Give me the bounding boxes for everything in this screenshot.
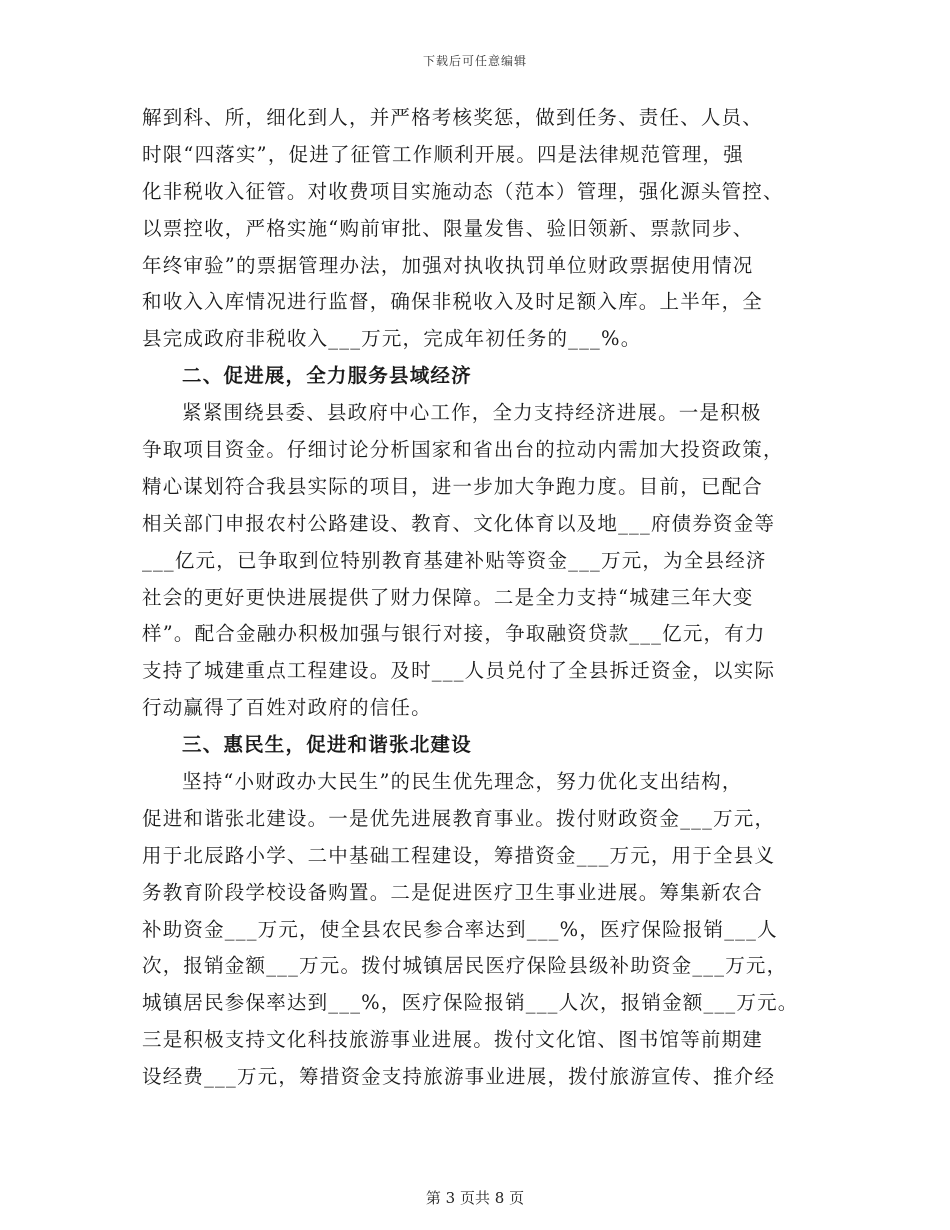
- page-footer: 第 3 页共 8 页: [425, 1189, 525, 1207]
- text-line: 紧紧围绕县委、县政府中心工作，全力支持经济进展。一是积极: [182, 401, 762, 425]
- text-line: 次，报销金额___万元。拨付城镇居民医疗保险县级补助资金___万元，: [142, 954, 788, 978]
- text-line: 补助资金___万元，使全县农民参合率达到___%，医疗保险报销___人: [142, 917, 778, 941]
- text-line: 坚持“小财政办大民生”的民生优先理念，努力优化支出结构，: [182, 770, 743, 794]
- text-line: 社会的更好更快进展提供了财力保障。二是全力支持“城建三年大变: [142, 585, 754, 609]
- text-line: 城镇居民参保率达到___%，医疗保险报销___人次，报销金额___万元。: [142, 991, 799, 1015]
- text-line: 年终审验”的票据管理办法，加强对执收执罚单位财政票据使用情况: [142, 253, 754, 277]
- text-line: 用于北辰路小学、二中基础工程建设，筹措资金___万元，用于全县义: [142, 843, 776, 867]
- text-line: 和收入入库情况进行监督，确保非税收入及时足额入库。上半年，全: [142, 290, 764, 314]
- section-heading: 三、惠民生，促进和谐张北建设: [182, 733, 472, 757]
- text-line: 精心谋划符合我县实际的项目，进一步加大争跑力度。目前，已配合: [142, 474, 764, 498]
- text-line: 样”。配合金融办积极加强与银行对接，争取融资贷款___亿元，有力: [142, 622, 766, 646]
- text-line: 时限“四落实”，促进了征管工作顺利开展。四是法律规范管理，强: [142, 142, 744, 166]
- text-line: 争取项目资金。仔细讨论分析国家和省出台的拉动内需加大投资政策，: [142, 438, 784, 462]
- text-line: 支持了城建重点工程建设。及时___人员兑付了全县拆迁资金，以实际: [142, 659, 776, 683]
- text-line: 行动赢得了百姓对政府的信任。: [142, 696, 432, 720]
- text-line: 务教育阶段学校设备购置。二是促进医疗卫生事业进展。筹集新农合: [142, 880, 764, 904]
- text-line: 促进和谐张北建设。一是优先进展教育事业。拨付财政资金___万元，: [142, 806, 776, 830]
- text-line: 县完成政府非税收入___万元，完成年初任务的___%。: [142, 327, 642, 351]
- text-line: 设经费___万元，筹措资金支持旅游事业进展，拨付旅游宣传、推介经: [142, 1065, 776, 1089]
- text-line: ___亿元，已争取到位特别教育基建补贴等资金___万元，为全县经济: [142, 548, 767, 572]
- text-line: 相关部门申报农村公路建设、教育、文化体育以及地___府债券资金等: [142, 511, 776, 535]
- text-line: 化非税收入征管。对收费项目实施动态（范本）管理，强化源头管控、: [142, 179, 784, 203]
- text-line: 以票控收，严格实施“购前审批、限量发售、验旧领新、票款同步、: [142, 216, 754, 240]
- page-header: 下载后可任意编辑: [422, 54, 527, 68]
- text-line: 解到科、所，细化到人，并严格考核奖惩，做到任务、责任、人员、: [142, 106, 764, 129]
- section-heading: 二、促进展，全力服务县域经济: [182, 364, 472, 388]
- document-body: [142, 100, 808, 1096]
- text-line: 三是积极支持文化科技旅游事业进展。拨付文化馆、图书馆等前期建: [142, 1028, 764, 1052]
